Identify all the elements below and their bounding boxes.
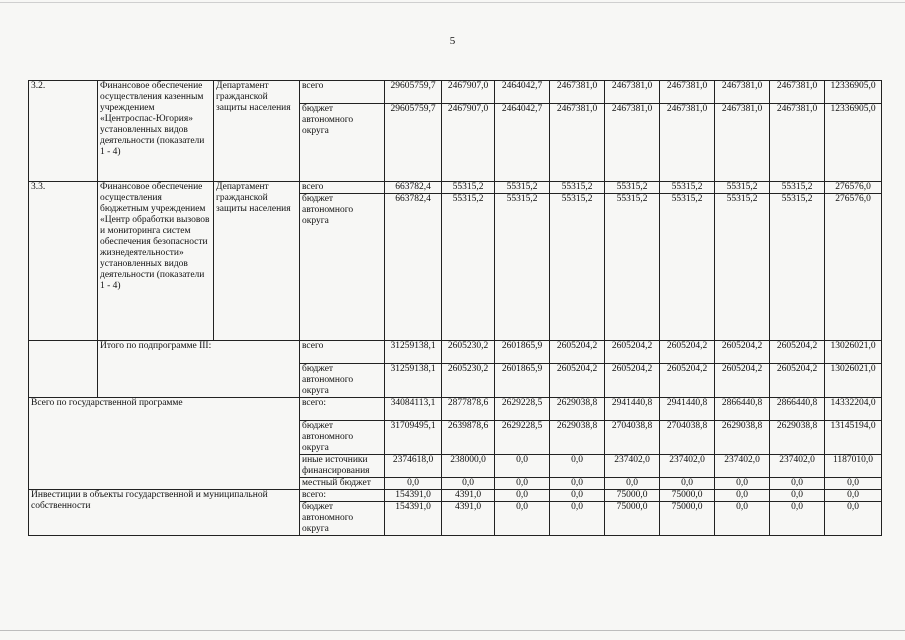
amount-cell: 0,0	[550, 478, 605, 490]
scan-artifact-top	[0, 2, 905, 3]
amount-cell: 2629038,8	[770, 421, 825, 455]
amount-cell: 2467381,0	[715, 81, 770, 104]
table-row	[29, 81, 882, 104]
amount-cell: 0,0	[550, 455, 605, 478]
amount-cell: 31259138,1	[385, 341, 442, 364]
amount-cell: 2941440,8	[605, 398, 660, 421]
budget-table	[28, 80, 882, 536]
amount-cell: 2629038,8	[715, 421, 770, 455]
amount-cell: 2467381,0	[550, 81, 605, 104]
amount-cell: 0,0	[385, 478, 442, 490]
amount-cell: 12336905,0	[825, 81, 882, 104]
amount-cell: 2605230,2	[442, 364, 495, 398]
amount-cell: 238000,0	[442, 455, 495, 478]
amount-cell: 2467381,0	[605, 81, 660, 104]
amount-cell: 55315,2	[442, 194, 495, 341]
source-label: иные источники финансирования	[300, 455, 385, 478]
amount-cell: 2605204,2	[660, 341, 715, 364]
amount-cell: 0,0	[715, 490, 770, 502]
amount-cell: 2605204,2	[770, 364, 825, 398]
amount-cell: 55315,2	[605, 182, 660, 194]
amount-cell: 663782,4	[385, 182, 442, 194]
amount-cell: 0,0	[495, 490, 550, 502]
amount-cell: 4391,0	[442, 502, 495, 536]
source-label: бюджет автономного округа	[300, 104, 385, 182]
amount-cell: 2374618,0	[385, 455, 442, 478]
amount-cell: 237402,0	[770, 455, 825, 478]
amount-cell: 2601865,9	[495, 341, 550, 364]
amount-cell: 0,0	[715, 502, 770, 536]
investments-label: Инвестиции в объекты государственной и муниципальной собственности	[29, 490, 300, 536]
amount-cell: 2601865,9	[495, 364, 550, 398]
row-name: Финансовое обеспечение осуществления казенным учреждением «Центроспас-Югория» установленных видов деятельности (показатели 1 - 4)	[98, 81, 214, 182]
amount-cell: 2605204,2	[715, 341, 770, 364]
amount-cell: 0,0	[770, 478, 825, 490]
amount-cell: 0,0	[495, 502, 550, 536]
subtotal-label: Итого по подпрограмме III:	[98, 341, 300, 398]
amount-cell: 12336905,0	[825, 104, 882, 182]
amount-cell: 55315,2	[715, 194, 770, 341]
table-row	[29, 490, 882, 502]
total-label: Всего по государственной программе	[29, 398, 300, 490]
amount-cell: 34084113,1	[385, 398, 442, 421]
amount-cell: 237402,0	[605, 455, 660, 478]
amount-cell: 2605204,2	[605, 364, 660, 398]
row-executor: Департамент гражданской защиты населения	[214, 81, 300, 182]
amount-cell: 2704038,8	[605, 421, 660, 455]
amount-cell: 2605204,2	[770, 341, 825, 364]
amount-cell: 55315,2	[550, 182, 605, 194]
source-label: бюджет автономного округа	[300, 421, 385, 455]
amount-cell: 55315,2	[715, 182, 770, 194]
amount-cell: 2467907,0	[442, 81, 495, 104]
amount-cell: 31709495,1	[385, 421, 442, 455]
amount-cell: 0,0	[660, 478, 715, 490]
amount-cell: 75000,0	[660, 490, 715, 502]
source-label: всего	[300, 182, 385, 194]
amount-cell: 2605204,2	[715, 364, 770, 398]
table-row	[29, 341, 882, 364]
amount-cell: 2941440,8	[660, 398, 715, 421]
amount-cell: 13026021,0	[825, 364, 882, 398]
amount-cell: 2629228,5	[495, 398, 550, 421]
amount-cell: 2467381,0	[770, 81, 825, 104]
source-label: всего:	[300, 490, 385, 502]
amount-cell: 0,0	[825, 502, 882, 536]
amount-cell: 237402,0	[660, 455, 715, 478]
amount-cell: 75000,0	[660, 502, 715, 536]
amount-cell: 2629228,5	[495, 421, 550, 455]
table-row	[29, 398, 882, 421]
source-label: бюджет автономного округа	[300, 194, 385, 341]
amount-cell: 276576,0	[825, 182, 882, 194]
amount-cell: 31259138,1	[385, 364, 442, 398]
amount-cell: 75000,0	[605, 490, 660, 502]
amount-cell: 2866440,8	[715, 398, 770, 421]
amount-cell: 2605230,2	[442, 341, 495, 364]
scan-artifact-bottom	[0, 630, 905, 631]
source-label: бюджет автономного округа	[300, 502, 385, 536]
amount-cell: 2467381,0	[605, 104, 660, 182]
amount-cell: 2866440,8	[770, 398, 825, 421]
amount-cell: 14332204,0	[825, 398, 882, 421]
amount-cell: 0,0	[770, 490, 825, 502]
amount-cell: 55315,2	[495, 194, 550, 341]
amount-cell: 55315,2	[770, 194, 825, 341]
amount-cell: 2467381,0	[660, 81, 715, 104]
amount-cell: 154391,0	[385, 502, 442, 536]
amount-cell: 55315,2	[495, 182, 550, 194]
amount-cell: 2467381,0	[715, 104, 770, 182]
row-name: Финансовое обеспечение осуществления бюджетным учреждением «Центр обработки вызовов и мониторинга систем обеспечения безопасности жизнедеятельности» установленных видов деятельности (показатели 1 - 4)	[98, 182, 214, 341]
source-label: бюджет автономного округа	[300, 364, 385, 398]
subtotal-empty	[29, 341, 98, 398]
amount-cell: 55315,2	[605, 194, 660, 341]
amount-cell: 663782,4	[385, 194, 442, 341]
amount-cell: 29605759,7	[385, 81, 442, 104]
amount-cell: 2704038,8	[660, 421, 715, 455]
amount-cell: 237402,0	[715, 455, 770, 478]
amount-cell: 2467381,0	[660, 104, 715, 182]
amount-cell: 0,0	[825, 490, 882, 502]
amount-cell: 55315,2	[660, 194, 715, 341]
amount-cell: 0,0	[495, 455, 550, 478]
amount-cell: 2467381,0	[770, 104, 825, 182]
amount-cell: 2464042,7	[495, 81, 550, 104]
amount-cell: 0,0	[605, 478, 660, 490]
amount-cell: 2605204,2	[660, 364, 715, 398]
amount-cell: 2639878,6	[442, 421, 495, 455]
page-number: 5	[449, 35, 456, 47]
table-row	[29, 182, 882, 194]
amount-cell: 29605759,7	[385, 104, 442, 182]
amount-cell: 2629038,8	[550, 421, 605, 455]
amount-cell: 2605204,2	[605, 341, 660, 364]
amount-cell: 75000,0	[605, 502, 660, 536]
amount-cell: 2877878,6	[442, 398, 495, 421]
amount-cell: 2605204,2	[550, 341, 605, 364]
amount-cell: 0,0	[770, 502, 825, 536]
amount-cell: 0,0	[825, 478, 882, 490]
amount-cell: 13026021,0	[825, 341, 882, 364]
amount-cell: 2629038,8	[550, 398, 605, 421]
amount-cell: 2605204,2	[550, 364, 605, 398]
amount-cell: 154391,0	[385, 490, 442, 502]
amount-cell: 2467907,0	[442, 104, 495, 182]
amount-cell: 1187010,0	[825, 455, 882, 478]
row-code: 3.3.	[29, 182, 98, 341]
amount-cell: 276576,0	[825, 194, 882, 341]
source-label: всего	[300, 341, 385, 364]
amount-cell: 4391,0	[442, 490, 495, 502]
amount-cell: 0,0	[550, 502, 605, 536]
amount-cell: 0,0	[550, 490, 605, 502]
amount-cell: 13145194,0	[825, 421, 882, 455]
row-executor: Департамент гражданской защиты населения	[214, 182, 300, 341]
amount-cell: 55315,2	[550, 194, 605, 341]
source-label: всего:	[300, 398, 385, 421]
source-label: всего	[300, 81, 385, 104]
amount-cell: 0,0	[495, 478, 550, 490]
amount-cell: 55315,2	[442, 182, 495, 194]
amount-cell: 55315,2	[660, 182, 715, 194]
amount-cell: 55315,2	[770, 182, 825, 194]
amount-cell: 0,0	[715, 478, 770, 490]
amount-cell: 2467381,0	[550, 104, 605, 182]
row-code: 3.2.	[29, 81, 98, 182]
source-label: местный бюджет	[300, 478, 385, 490]
amount-cell: 0,0	[442, 478, 495, 490]
amount-cell: 2464042,7	[495, 104, 550, 182]
